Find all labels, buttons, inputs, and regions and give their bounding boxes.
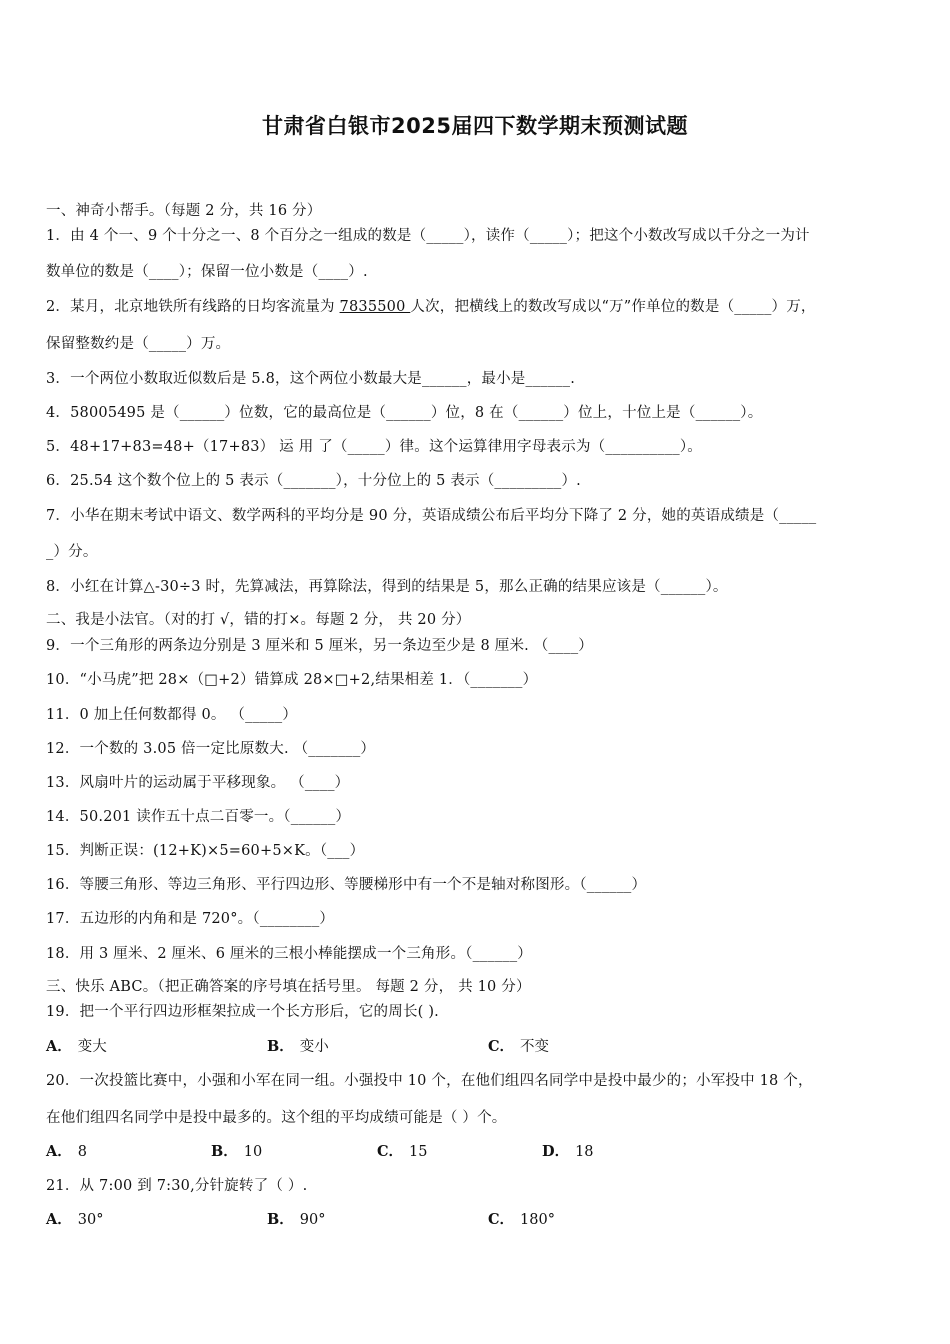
question-19: 19．把一个平行四边形框架拉成一个长方形后，它的周长( ). [46, 1004, 439, 1020]
option-c[interactable] [488, 1210, 555, 1230]
option-text: 8 [77, 1144, 87, 1160]
section-heading-3: 三、快乐 ABC。（把正确答案的序号填在括号里。 每题 2 分， 共 10 分） [46, 979, 531, 995]
option-text: 10 [243, 1144, 263, 1160]
section-heading-2: 二、我是小法官。（对的打 √，错的打×。每题 2 分， 共 20 分） [46, 612, 471, 628]
option-a[interactable] [46, 1210, 103, 1230]
question-20-line-2: 在他们组四名同学中是投中最多的。这个组的平均成绩可能是（ ）个。 [46, 1110, 507, 1126]
option-text: 180° [520, 1212, 555, 1228]
option-text: 15 [409, 1144, 428, 1160]
question-1-line-1: 1．由 4 个一、9 个十分之一、8 个百分之一组成的数是（_____），读作（_____）；把这个小数改写成以千分之一为计 [46, 228, 810, 244]
question-18: 18．用 3 厘米、2 厘米、6 厘米的三根小棒能摆成一个三角形。（______） [46, 946, 533, 962]
question-2-line-1 [46, 297, 816, 317]
option-c[interactable] [377, 1142, 428, 1162]
question-14: 14．50.201 读作五十点二百零一。（______） [46, 809, 351, 825]
option-c[interactable] [488, 1037, 549, 1057]
question-16: 16．等腰三角形、等边三角形、平行四边形、等腰梯形中有一个不是轴对称图形。（______） [46, 877, 647, 893]
question-2-line-2: 保留整数约是（_____）万。 [46, 336, 231, 352]
option-label: C． [488, 1211, 515, 1228]
question-9: 9．一个三角形的两条边分别是 3 厘米和 5 厘米，另一条边至少是 8 厘米. （____） [46, 638, 593, 654]
question-6: 6．25.54 这个数个位上的 5 表示（_______），十分位上的 5 表示（_________）. [46, 473, 581, 489]
option-text: 90° [299, 1212, 326, 1228]
underlined-number: 7835500 [339, 299, 411, 315]
option-b[interactable] [267, 1037, 329, 1057]
option-a[interactable] [46, 1037, 107, 1057]
question-3: 3．一个两位小数取近似数后是 5.8，这个两位小数最大是______，最小是______. [46, 371, 576, 387]
option-text: 18 [575, 1144, 594, 1160]
option-text: 变小 [299, 1039, 329, 1055]
question-20-line-1: 20．一次投篮比赛中，小强和小军在同一组。小强投中 10 个，在他们组四名同学中是投中最少的；小军投中 18 个， [46, 1073, 813, 1089]
option-label: C． [377, 1143, 404, 1160]
option-label: B． [267, 1038, 294, 1055]
option-label: C． [488, 1038, 515, 1055]
option-text: 30° [77, 1212, 104, 1228]
question-13: 13．风扇叶片的运动属于平移现象。 （____） [46, 775, 350, 791]
option-b[interactable] [211, 1142, 262, 1162]
question-17: 17．五边形的内角和是 720°。（________） [46, 911, 335, 927]
question-21: 21．从 7:00 到 7:30,分针旋转了（ ）. [46, 1178, 308, 1194]
question-4: 4．58005495 是（______）位数，它的最高位是（______）位，8 在（______）位上，十位上是（______）。 [46, 405, 763, 421]
question-10: 10．“小马虎”把 28×（□+2）错算成 28×□+2,结果相差 1．（_______） [46, 672, 538, 688]
document-title: 甘肃省白银市2025届四下数学期末预测试题 [262, 114, 688, 138]
question-2-text-before: 2．某月，北京地铁所有线路的日均客流量为 [46, 299, 340, 315]
question-7-line-2: _）分。 [46, 544, 98, 560]
option-d[interactable] [542, 1142, 594, 1162]
section-heading-1: 一、神奇小帮手。（每题 2 分，共 16 分） [46, 203, 322, 219]
question-1-line-2: 数单位的数是（____）；保留一位小数是（____）. [46, 264, 368, 280]
question-11: 11．0 加上任何数都得 0。 （_____） [46, 707, 298, 723]
option-text: 变大 [77, 1039, 107, 1055]
option-a[interactable] [46, 1142, 87, 1162]
option-text: 不变 [520, 1039, 550, 1055]
option-label: A． [46, 1143, 72, 1160]
question-8: 8．小红在计算△-30÷3 时，先算减法，再算除法，得到的结果是 5，那么正确的结果应该是（______）。 [46, 579, 728, 595]
option-label: B． [267, 1211, 294, 1228]
question-7-line-1: 7．小华在期末考试中语文、数学两科的平均分是 90 分，英语成绩公布后平均分下降了 2 分，她的英语成绩是（_____ [46, 508, 817, 524]
option-label: B． [211, 1143, 238, 1160]
option-label: A． [46, 1038, 72, 1055]
question-12: 12．一个数的 3.05 倍一定比原数大. （_______） [46, 741, 376, 757]
option-b[interactable] [267, 1210, 325, 1230]
question-15: 15．判断正误：(12+K)×5=60+5×K。（___） [46, 843, 365, 859]
option-label: A． [46, 1211, 72, 1228]
question-5: 5．48+17+83=48+（17+83） 运 用 了（_____）律。这个运算律用字母表示为（__________）。 [46, 439, 703, 455]
option-label: D． [542, 1143, 570, 1160]
question-2-text-after: 人次，把横线上的数改写成以“万”作单位的数是（_____）万， [410, 299, 816, 315]
